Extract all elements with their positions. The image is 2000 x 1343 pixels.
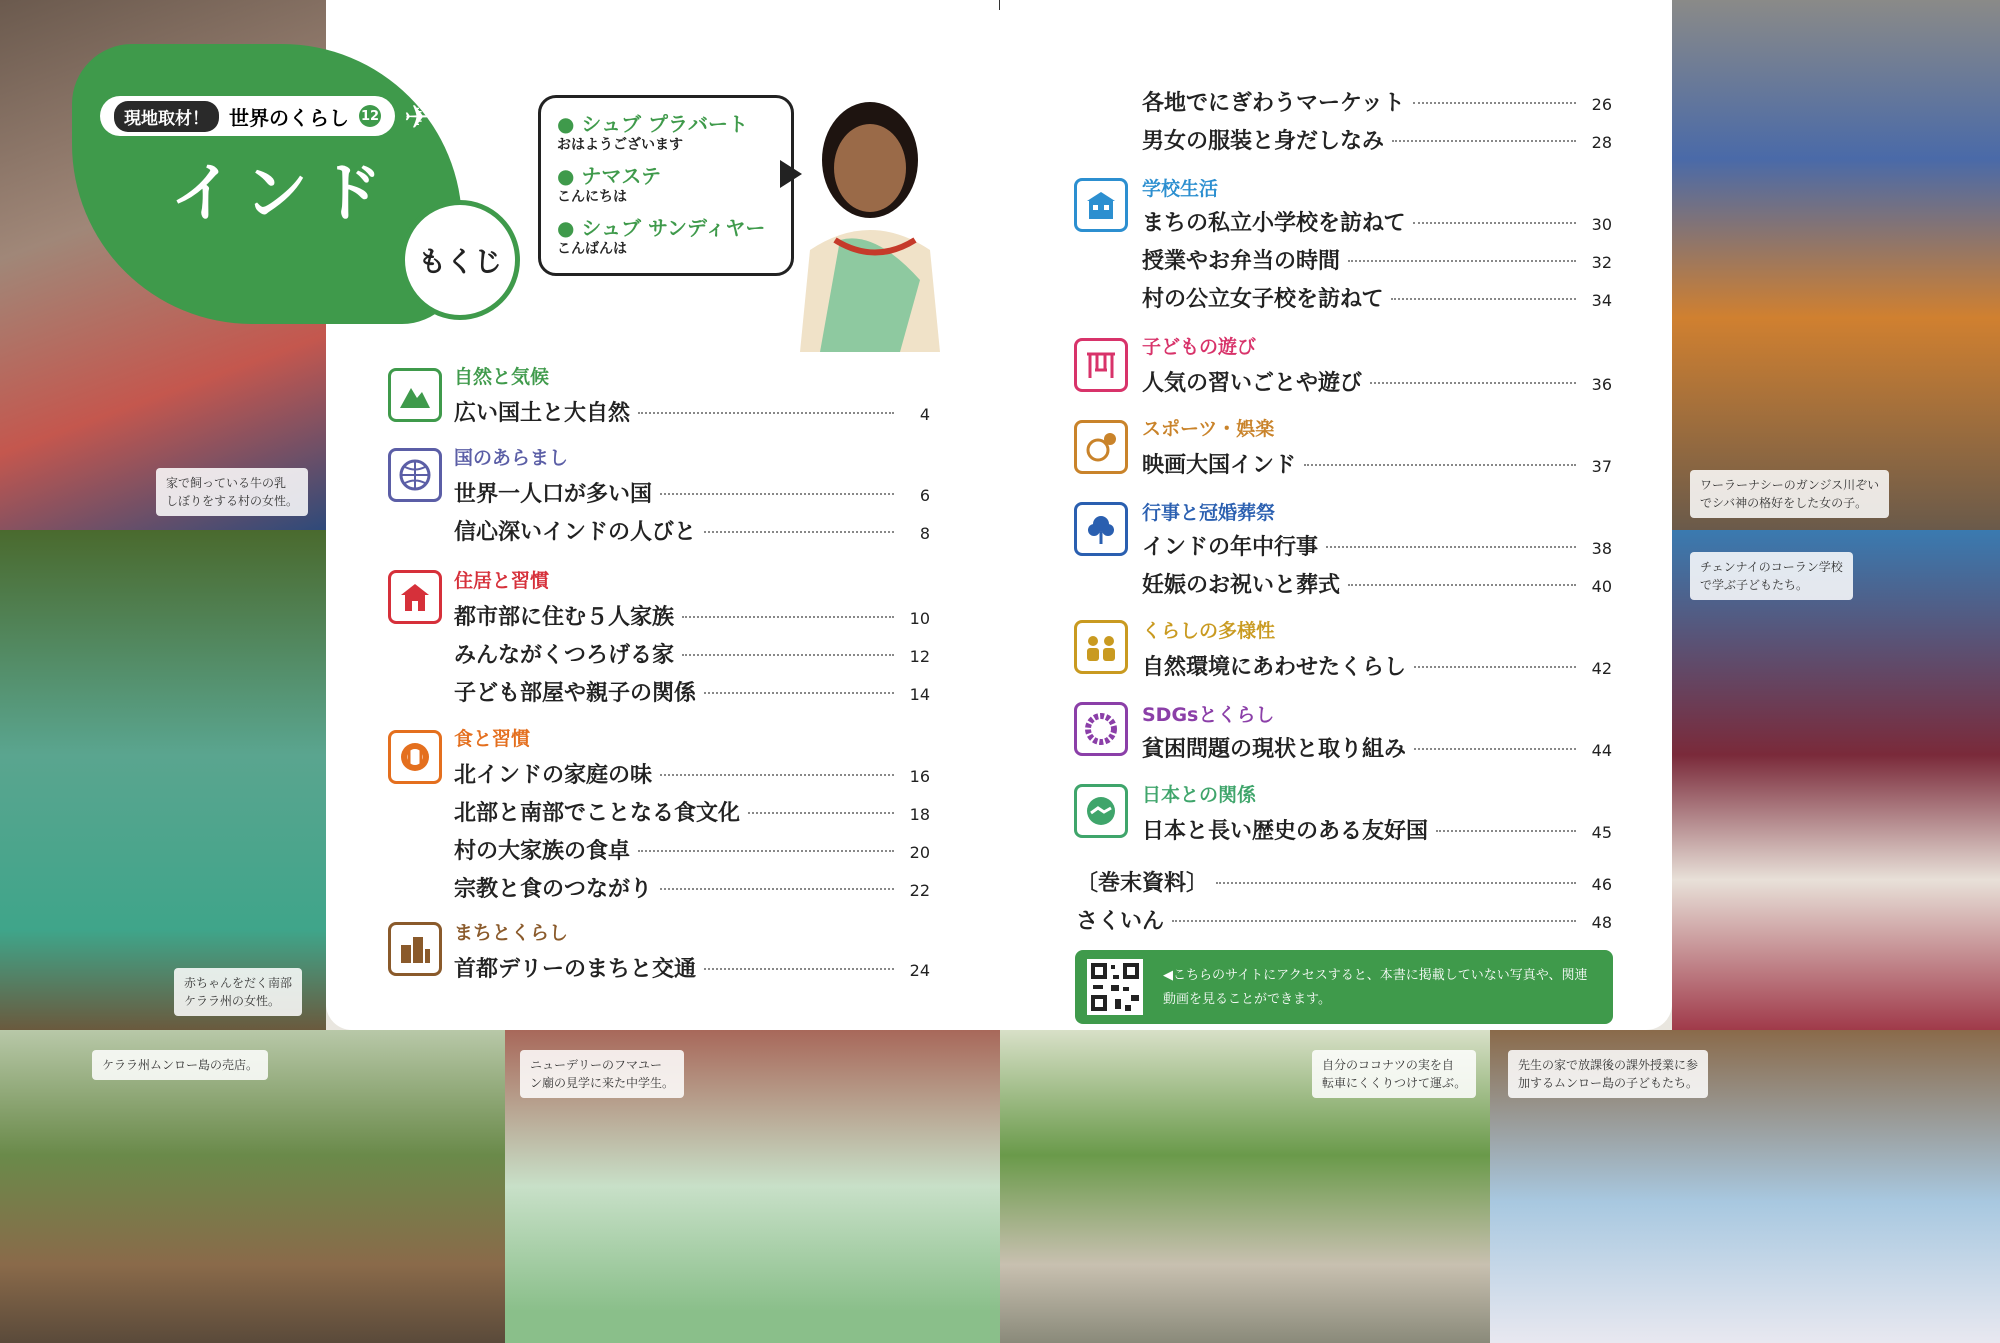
- series-tag: 現地取材！: [114, 101, 219, 132]
- section-title-japan: 日本との関係: [1142, 784, 1257, 806]
- toc-entry[interactable]: 男女の服装と身だしなみ 28: [1142, 129, 1612, 154]
- greeting-word: ● ナマステ: [557, 164, 662, 188]
- ball-icon: [1074, 420, 1128, 474]
- toc-entry[interactable]: 日本と長い歴史のある友好国 45: [1142, 819, 1612, 844]
- sdgs-icon: [1074, 702, 1128, 756]
- flower-icon: [1074, 502, 1128, 556]
- section-title-diversity: くらしの多様性: [1142, 620, 1276, 642]
- photo-shiva-girl: [1672, 0, 2000, 530]
- handshake-icon: [1074, 784, 1128, 838]
- girl-portrait: [780, 90, 960, 352]
- greeting-meaning: こんばんは: [557, 241, 627, 257]
- toc-entry[interactable]: 世界一人口が多い国 6: [454, 482, 930, 507]
- toc-entry[interactable]: 広い国土と大自然 4: [454, 401, 930, 426]
- toc-entry[interactable]: 人気の習いごとや遊び 36: [1142, 371, 1612, 396]
- airplane-icon: ✈: [404, 98, 431, 136]
- toc-entry[interactable]: 妊娠のお祝いと葬式 40: [1142, 573, 1612, 598]
- people-icon: [1074, 620, 1128, 674]
- caption-mother-baby: 赤ちゃんをだく南部 ケララ州の女性。: [174, 968, 302, 1016]
- toc-entry[interactable]: みんながくつろげる家 12: [454, 643, 930, 668]
- caption-kiosk: ケララ州ムンロー島の売店。: [92, 1050, 268, 1080]
- section-title-events: 行事と冠婚葬祭: [1142, 502, 1276, 524]
- toc-entry[interactable]: 北部と南部でことなる食文化 18: [454, 801, 930, 826]
- toc-entry[interactable]: インドの年中行事 38: [1142, 535, 1612, 560]
- caption-students: ニューデリーのフマユー ン廟の見学に来た中学生。: [520, 1050, 684, 1098]
- section-title-sports: スポーツ・娯楽: [1142, 418, 1275, 440]
- school-icon: [1074, 178, 1128, 232]
- section-title-food: 食と習慣: [454, 728, 531, 750]
- toc-entry[interactable]: 北インドの家庭の味 16: [454, 763, 930, 788]
- toc-entry[interactable]: 宗教と食のつながり 22: [454, 877, 930, 902]
- toc-entry[interactable]: 授業やお弁当の時間 32: [1142, 249, 1612, 274]
- toc-entry[interactable]: 子ども部屋や親子の関係 14: [454, 681, 930, 706]
- plate-icon: [388, 730, 442, 784]
- greeting-word: ● シュブ サンディヤー: [557, 216, 766, 240]
- toc-entry-appendix[interactable]: 〔巻末資料〕 46: [1076, 871, 1612, 896]
- contents-label: もくじ: [400, 200, 520, 320]
- section-title-school: 学校生活: [1142, 178, 1219, 200]
- series-name: 世界のくらし: [229, 105, 349, 130]
- globe-icon: [388, 448, 442, 502]
- greeting-word: ● シュブ プラバート: [557, 112, 748, 136]
- qr-banner[interactable]: [1075, 950, 1613, 1024]
- series-label: [100, 96, 395, 136]
- swing-icon: [1074, 338, 1128, 392]
- toc-entry[interactable]: 信心深いインドの人びと 8: [454, 520, 930, 545]
- caption-koran-school: チェンナイのコーラン学校 で学ぶ子どもたち。: [1690, 552, 1853, 600]
- caption-cow-milking: 家で飼っている牛の乳 しぼりをする村の女性。: [156, 468, 308, 516]
- page-mark: [999, 0, 1000, 10]
- toc-entry[interactable]: まちの私立小学校を訪ねて 30: [1142, 211, 1612, 236]
- house-icon: [388, 570, 442, 624]
- toc-entry[interactable]: 村の大家族の食卓 20: [454, 839, 930, 864]
- caption-after-school: 先生の家で放課後の課外授業に参 加するムンロー島の子どもたち。: [1508, 1050, 1708, 1098]
- toc-entry[interactable]: 自然環境にあわせたくらし 42: [1142, 655, 1612, 680]
- toc-entry[interactable]: 村の公立女子校を訪ねて 34: [1142, 287, 1612, 312]
- greeting-meaning: おはようございます: [557, 137, 683, 153]
- country-title: インド: [170, 157, 392, 231]
- photo-koran-school: [1672, 530, 2000, 1030]
- section-title-sdgs: SDGsとくらし: [1142, 704, 1275, 726]
- city-icon: [388, 922, 442, 976]
- caption-bicycle: 自分のココナツの実を自 転車にくくりつけて運ぶ。: [1312, 1050, 1476, 1098]
- toc-entry[interactable]: 映画大国インド 37: [1142, 453, 1612, 478]
- toc-entry[interactable]: 貧困問題の現状と取り組み 44: [1142, 737, 1612, 762]
- greeting-meaning: こんにちは: [557, 189, 627, 205]
- series-number: 12: [359, 105, 381, 127]
- toc-entry[interactable]: 首都デリーのまちと交通 24: [454, 957, 930, 982]
- mountain-icon: [388, 368, 442, 422]
- section-title-town: まちとくらし: [454, 922, 569, 944]
- toc-entry[interactable]: 各地でにぎわうマーケット 26: [1142, 91, 1612, 116]
- qr-description: ◀こちらのサイトにアクセスすると、本書に掲載していない写真や、関連動画を見ることができます。: [1163, 968, 1588, 1007]
- greeting-bubble: [538, 95, 794, 276]
- toc-entry[interactable]: 都市部に住む５人家族 10: [454, 605, 930, 630]
- toc-entry-index[interactable]: さくいん 48: [1076, 909, 1612, 934]
- section-title-housing: 住居と習慣: [454, 570, 550, 592]
- photo-mother-baby: [0, 530, 326, 1030]
- section-title-play: 子どもの遊び: [1142, 336, 1257, 358]
- qr-code-icon[interactable]: [1087, 959, 1143, 1015]
- section-title-overview: 国のあらまし: [454, 447, 569, 469]
- section-title-nature: 自然と気候: [454, 366, 550, 388]
- caption-shiva-girl: ワーラーナシーのガンジス川ぞい でシバ神の格好をした女の子。: [1690, 470, 1889, 518]
